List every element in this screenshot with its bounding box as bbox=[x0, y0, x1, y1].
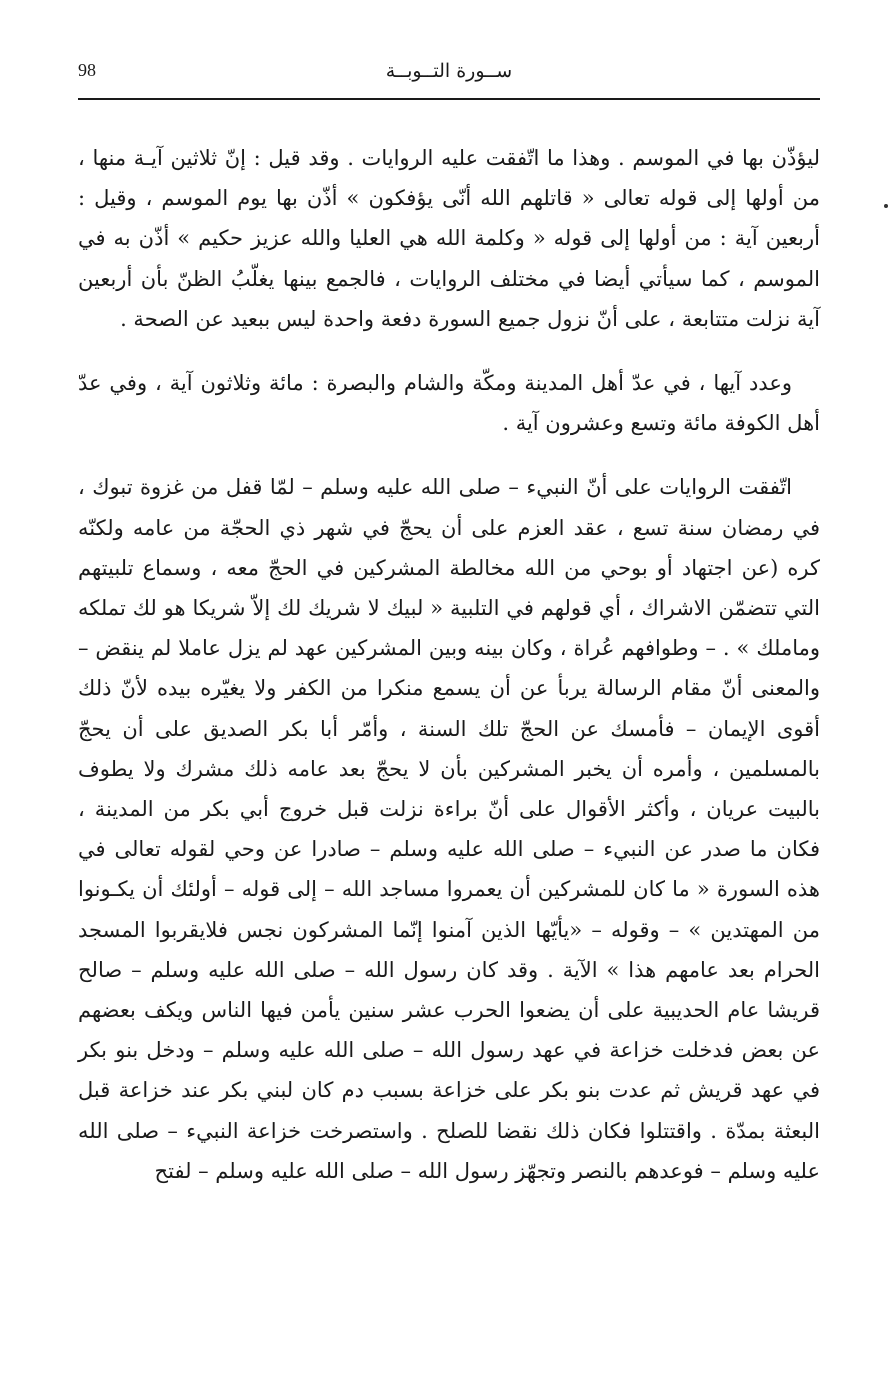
header-rule bbox=[78, 98, 820, 100]
paragraph-3: اتّفقت الروايات على أنّ النبيء – صلى الله عليه وسلم – لمّا قفل من غزوة تبوك ، في رمضان سنة تسع ، عقد العزم على أن يحجّ في شهر ذي الحجّة من عامه ولكنّه كره (عن اجتهاد أو بوحي من الله مخالطة المشركين في الحجّ معه ، وسماع تلبيتهم التي تتضمّن الاشراك ، أي قولهم في التلبية « لبيك لا شريك لك إلاّ شريكا هو لك تملكه وماملك » . – وطوافهم عُراة ، وكان بينه وبين المشركين عهد لم يزل عاملا لم ينقض – والمعنى أنّ مقام الرسالة يربأ عن أن يسمع منكرا من الكفر ولا يغيّره بيده لأنّ ذلك أقوى الإيمان – فأمسك عن الحجّ تلك السنة ، وأمّر أبا بكر الصديق على أن يحجّ بالمسلمين ، وأمره أن يخبر المشركين بأن لا يحجّ بعد عامه ذلك مشرك ولا يطوف بالبيت عريان ، وأكثر الأقوال على أنّ براءة نزلت قبل خروج أبي بكر من المدينة ، فكان ما صدر عن النبيء – صلى الله عليه وسلم – صادرا عن وحي لقوله تعالى في هذه السورة « ما كان للمشركين أن يعمروا مساجد الله – إلى قوله – أولئك أن يكـونوا من المهتدين » – وقوله – «يأيّها الذين آمنوا إنّما المشركون نجس فلايقربوا المسجد الحرام بعد عامهم هذا » الآية . وقد كان رسول الله – صلى الله عليه وسلم – صالح قريشا عام الحديبية على أن يضعوا الحرب عشر سنين يأمن فيها الناس ويكف بعضهم عن بعض فدخلت خزاعة في عهد رسول الله – صلى الله عليه وسلم – ودخل بنو بكر في عهد قريش ثم عدت بنو بكر على خزاعة بسبب دم كان لبني بكر عند خزاعة قبل البعثة بمدّة . واقتتلوا فكان ذلك نقضا للصلح . واستصرخت خزاعة النبيء – صلى الله عليه وسلم – فوعدهم بالنصر وتجهّز رسول الله – صلى الله عليه وسلم – لفتح bbox=[78, 475, 820, 1183]
page-number: 98 bbox=[78, 60, 96, 80]
margin-dot-mark bbox=[884, 204, 888, 208]
page-title: ســورة التــوبــة bbox=[385, 60, 513, 82]
paragraph-1: ليؤذّن بها في الموسم . وهذا ما اتّفقت عليه الروايات . وقد قيل : إنّ ثلاثين آيـة منها ، من أولها إلى قوله تعالى « قاتلهم الله أنّى يؤفكون » أذّن بها يوم الموسم ، وقيل : أربعين آية : من أولها إلى قوله « وكلمة الله هي العليا والله عزيز حكيم » أذّن به في الموسم ، كما سيأتي أيضا في مختلف الروايات ، فالجمع بينها يغلّبُ الظنّ بأن أربعين آية نزلت متتابعة ، على أنّ نزول جميع السورة دفعة واحدة ليس ببعيد عن الصحة . bbox=[78, 146, 820, 331]
page-header bbox=[78, 52, 820, 96]
body-text bbox=[78, 138, 820, 1191]
paragraph-2: وعدد آيها ، في عدّ أهل المدينة ومكّة والشام والبصرة : مائة وثلاثون آية ، وفي عدّ أهل الكوفة مائة وتسع وعشرون آية . bbox=[78, 371, 820, 436]
